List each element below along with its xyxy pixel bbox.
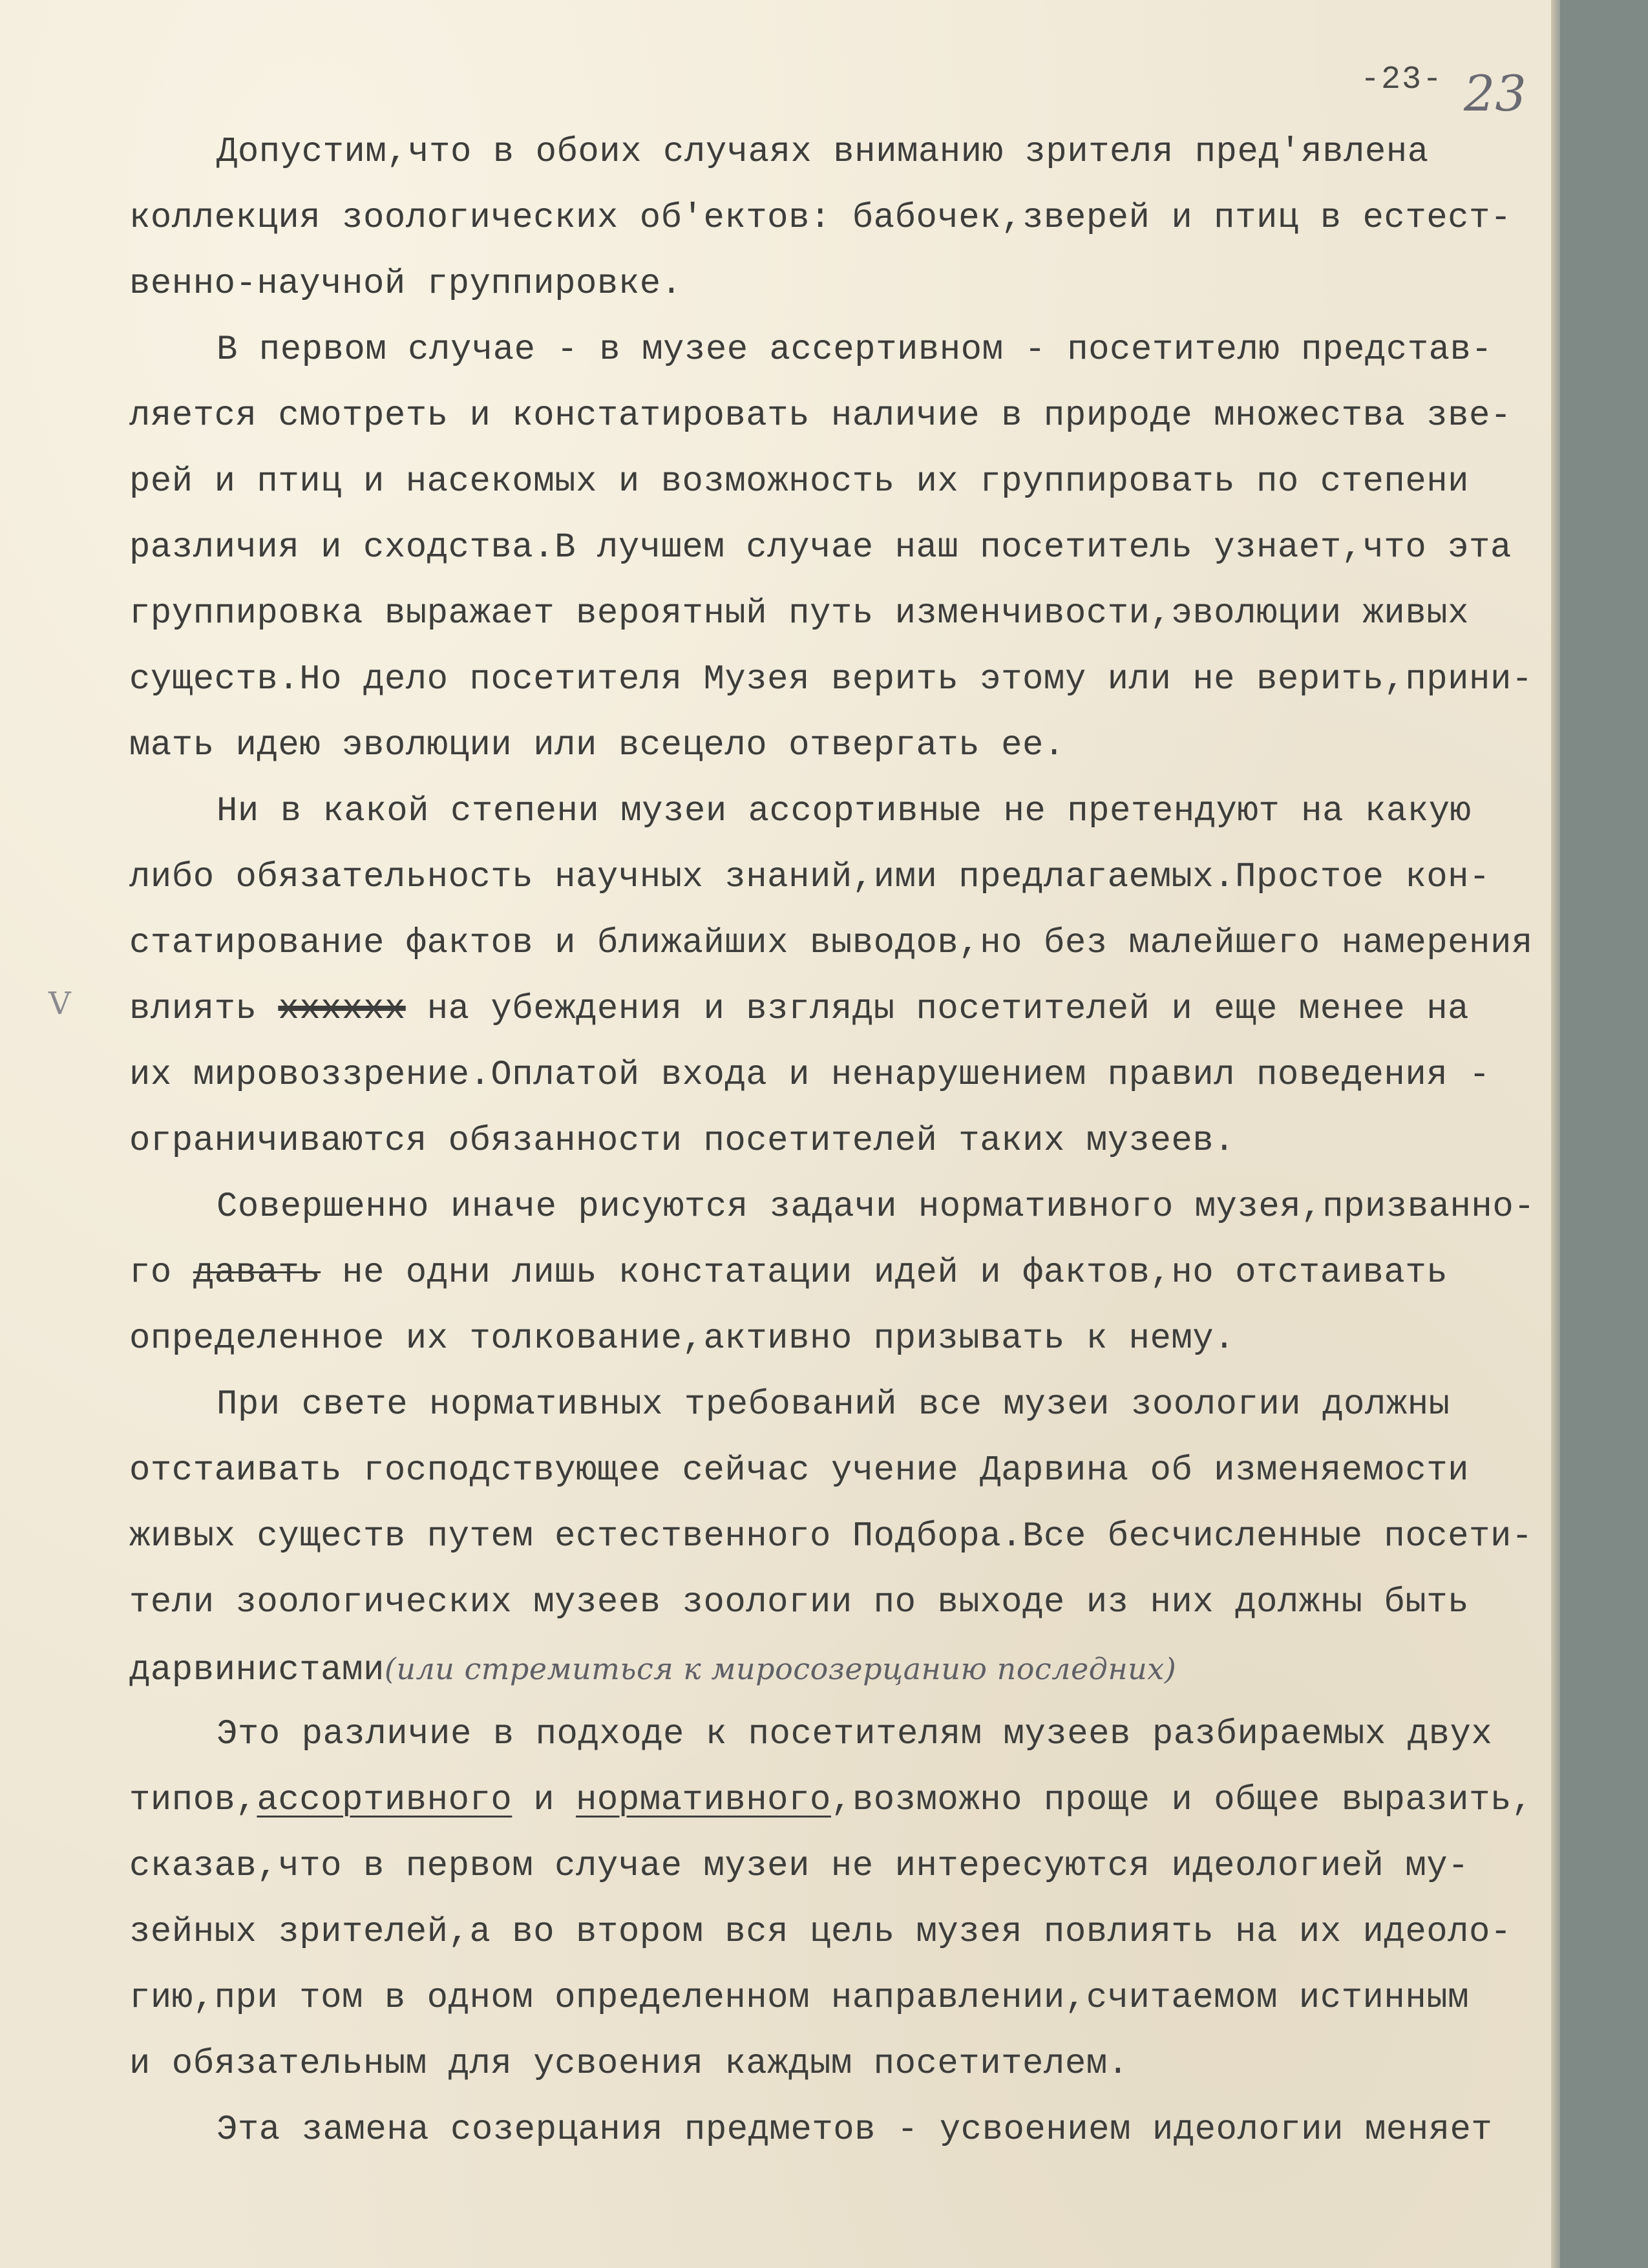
text-line: рей и птиц и насекомых и возможность их группировать по степени bbox=[129, 462, 1470, 502]
line-fragment: влиять bbox=[129, 990, 257, 1029]
corrected-word: давать bbox=[193, 1253, 321, 1293]
text-line: Эта замена созерцания предметов - усвоением идеологии меняет bbox=[217, 2110, 1493, 2150]
text-line: Совершенно иначе рисуются задачи нормативного музея,призванно- bbox=[217, 1187, 1536, 1227]
text-line: живых существ путем естественного Подбора.Все бесчисленные посети- bbox=[129, 1517, 1533, 1556]
text-line: Это различие в подходе к посетителям музеев разбираемых двух bbox=[217, 1715, 1493, 1754]
line-fragment: и bbox=[533, 1781, 555, 1820]
text-line: коллекция зоологических об'ектов: бабочек,зверей и птиц в естест- bbox=[129, 198, 1512, 238]
text-line-with-strikeout bbox=[129, 977, 1570, 1043]
text-line: определенное их толкование,активно призывать к нему. bbox=[129, 1319, 1236, 1359]
page-number: -23- bbox=[1360, 61, 1444, 98]
text-line-with-underlines: типов,ассортивного и нормативного,возможно проще и общее выразить, bbox=[129, 1781, 1533, 1820]
line-fragment: дарвинистами bbox=[129, 1651, 385, 1690]
text-line-with-handwriting bbox=[129, 1636, 1570, 1702]
underlined-term-normative: нормативного bbox=[576, 1781, 831, 1820]
handwritten-insert: (или стремиться к миросозерцанию последних) bbox=[384, 1651, 1177, 1686]
text-line: Ни в какой степени музеи ассортивные не претендуют на какую bbox=[217, 792, 1472, 831]
line-fragment: не одни лишь констатации идей и фактов,но отстаивать bbox=[342, 1253, 1448, 1293]
text-line: группировка выражает вероятный путь изменчивости,эволюции живых bbox=[129, 594, 1470, 633]
text-line: тели зоологических музеев зоологии по выходе из них должны быть bbox=[129, 1583, 1470, 1622]
text-line: В первом случае - в музее ассертивном - посетителю представ- bbox=[217, 330, 1493, 370]
text-line: статирование фактов и ближайших выводов,но без малейшего намерения bbox=[129, 924, 1533, 963]
text-line: существ.Но дело посетителя Музея верить этому или не верить,прини- bbox=[129, 660, 1533, 699]
underlined-term-assortive: ассортивного bbox=[257, 1781, 512, 1820]
typewritten-text bbox=[129, 120, 1570, 2163]
text-line: и обязательным для усвоения каждым посетителем. bbox=[129, 2044, 1129, 2084]
text-line: ляется смотреть и констатировать наличие в природе множества зве- bbox=[129, 396, 1512, 436]
line-fragment: на убеждения и взгляды посетителей и еще менее на bbox=[427, 990, 1470, 1029]
line-fragment: типов, bbox=[129, 1781, 257, 1820]
text-line: ограничиваются обязанности посетителей таких музеев. bbox=[129, 1121, 1236, 1161]
margin-checkmark: V bbox=[48, 986, 71, 1022]
text-line: различия и сходства.В лучшем случае наш посетитель узнает,что эта bbox=[129, 528, 1512, 567]
struck-out-text: xxxxxx bbox=[278, 990, 406, 1029]
line-fragment: го bbox=[129, 1253, 172, 1293]
text-line-with-correction bbox=[129, 1240, 1570, 1306]
text-line: мать идею эволюции или всецело отвергать ее. bbox=[129, 726, 1065, 765]
text-line: сказав,что в первом случае музеи не интересуются идеологией му- bbox=[129, 1847, 1470, 1886]
text-line: их мировоззрение.Оплатой входа и ненарушением правил поведения - bbox=[129, 1055, 1490, 1095]
text-line: зейных зрителей,а во втором вся цель музея повлиять на их идеоло- bbox=[129, 1913, 1512, 1952]
text-line: отстаивать господствующее сейчас учение Дарвина об изменяемости bbox=[129, 1451, 1470, 1490]
text-line: гию,при том в одном определенном направлении,считаемом истинным bbox=[129, 1978, 1470, 2018]
text-line: либо обязательность научных знаний,ими предлагаемых.Простое кон- bbox=[129, 858, 1490, 897]
text-line: Допустим,что в обоих случаях вниманию зрителя пред'явлена bbox=[217, 132, 1429, 172]
archive-page-number: 23 bbox=[1464, 65, 1527, 122]
text-line: При свете нормативных требований все музеи зоологии должны bbox=[217, 1385, 1450, 1425]
line-fragment: возможно проще и общее выразить, bbox=[852, 1781, 1533, 1820]
text-line: венно-научной группировке. bbox=[129, 264, 682, 304]
